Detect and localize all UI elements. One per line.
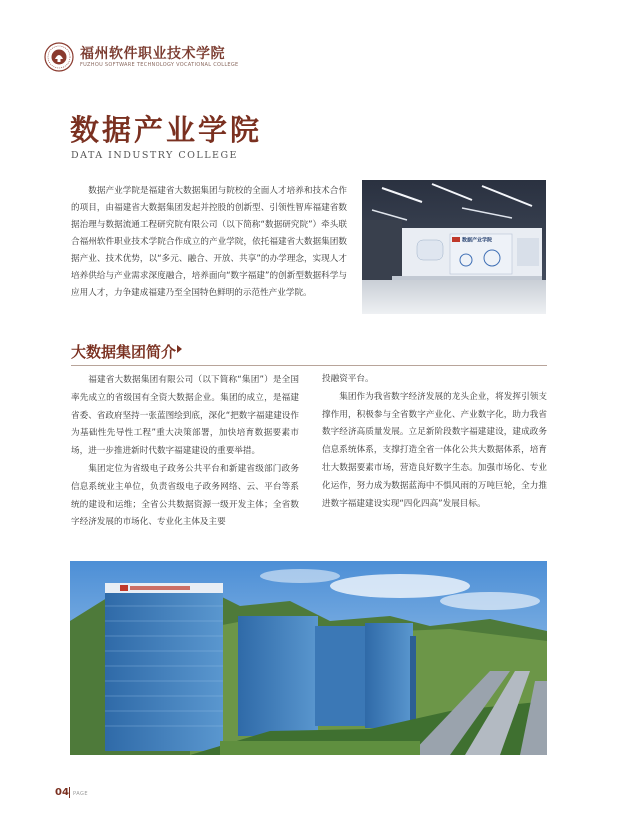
page-number-separator	[69, 787, 70, 798]
left-column	[71, 372, 299, 532]
right-paragraph-1: 集团作为我省数字经济发展的龙头企业，将发挥引领支撑作用，积极参与全省数字产业化、产业数字化，助力我省数字经济高质量发展。立足新阶段数字福建建设，建成政务信息系统体系，支撑打造全省一体化公共大数据体系，培育壮大数据要素市场，营造良好数字生态。加强市场化、专业化运作，努力成为数据蓝海中不惧风雨的万吨巨轮，全力推进数字福建建设实现“四化四高”发展目标。	[322, 391, 547, 509]
page-title: 数据产业学院	[70, 113, 263, 147]
college-seal-icon	[44, 42, 74, 72]
section-title: 大数据集团简介	[71, 343, 177, 361]
right-column	[322, 371, 547, 513]
left-paragraph-2: 集团定位为省级电子政务公共平台和新建省级部门政务信息系统业主单位，负责省级电子政务网络、云、平台等系统的建设和运维；全省公共数据资源一级开发主体；全省数字经济发展的市场化、专业化主体及主要	[71, 463, 299, 528]
school-name-cn: 福州软件职业技术学院	[80, 46, 225, 62]
section-divider	[71, 365, 547, 366]
page-number: 04	[55, 787, 69, 798]
intro-paragraph: 数据产业学院是福建省大数据集团与院校的全面人才培养和技术合作的项目，由福建省大数据集团发起并控股的创新型、引领性智库福建省数据治理与数据流通工程研究院有限公司（以下简称“数据研究院”）牵头联合福州软件职业技术学院合作成立的产业学院，依托福建省大数据集团数据产业、技术优势，以“多元、融合、开放、共享”的办学理念，实现人才培养供给与产业需求深度融合，培养面向“数字福建”的创新型数据科学与应用人才，力争建成福建乃至全国特色鲜明的示范性产业学院。	[71, 186, 347, 298]
page-label: PAGE	[73, 791, 89, 797]
building-photo	[70, 561, 547, 755]
school-name-en: FUZHOU SOFTWARE TECHNOLOGY VOCATIONAL COLLEGE	[80, 62, 239, 68]
right-continuation: 投融资平台。	[322, 374, 374, 384]
triangle-right-icon	[177, 345, 182, 353]
photo-sign-text: 数据产业学院	[462, 237, 493, 244]
page-subtitle: DATA INDUSTRY COLLEGE	[71, 150, 238, 161]
intro-photo	[362, 180, 546, 314]
left-paragraph-1: 福建省大数据集团有限公司（以下简称“集团”）是全国率先成立的省级国有全资大数据企业。集团的成立，是福建省委、省政府坚持一张蓝图绘到底，深化“把数字福建建设作为基础性先导性工程”重大决策部署，加快培育数据要素市场，进一步推进新时代数字福建建设的重要举措。	[71, 375, 299, 457]
